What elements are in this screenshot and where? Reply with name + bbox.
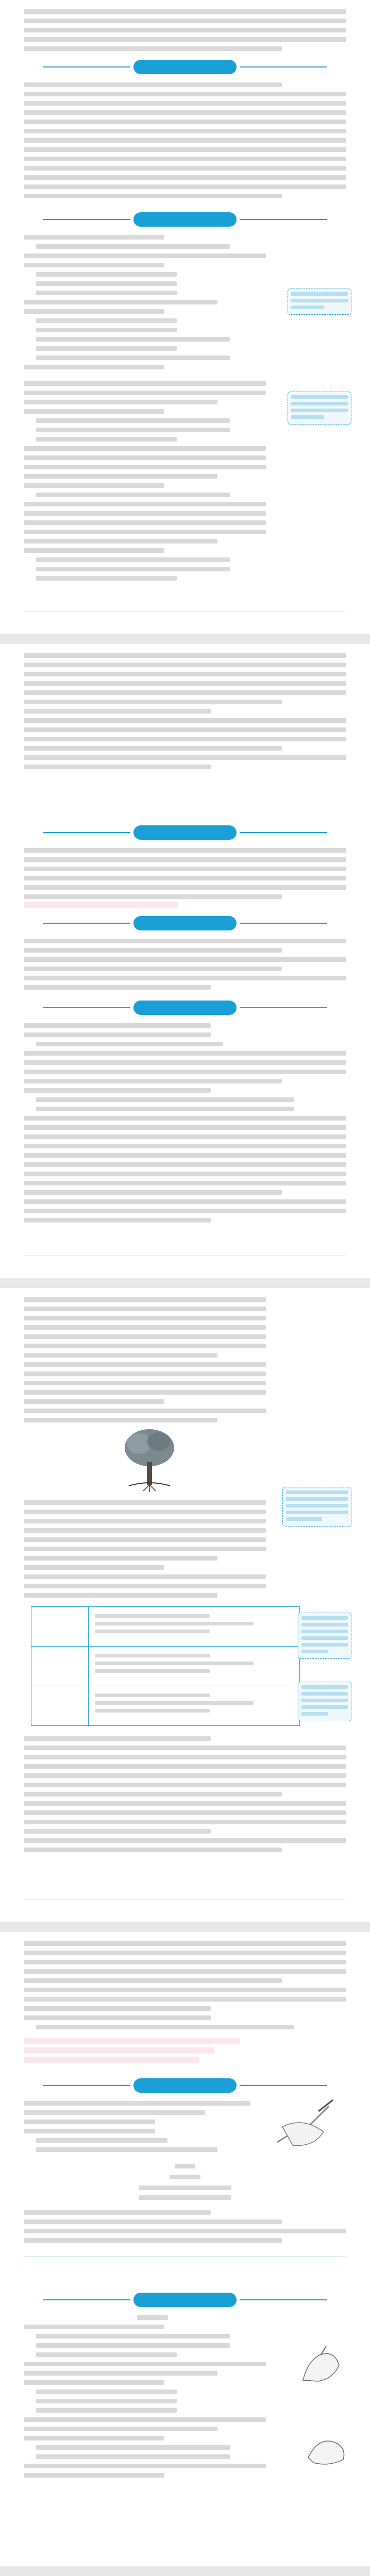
page-footer [24,1903,346,1910]
teaching-goals [24,939,346,994]
body-paragraph [24,1297,266,1427]
body-paragraph [24,2210,346,2247]
section-banner [133,2078,237,2093]
teaching-steps [24,381,266,585]
intro-paragraph [24,9,346,56]
hand-illustration [298,2344,344,2385]
exercise-list [24,2101,250,2157]
highlight-bar [24,2057,199,2063]
highlight-bar [24,2047,214,2054]
page-footer [24,2260,346,2267]
continued-paragraph [24,653,346,774]
body-paragraph [24,82,346,203]
hand-illustration [303,2427,349,2468]
table-row [31,1647,299,1686]
margin-note [288,392,351,425]
document-page-3 [0,1288,370,1922]
margin-note [282,1487,351,1527]
body-paragraph [24,1736,346,1857]
poem-block [108,2164,262,2205]
section-banner [133,2293,237,2307]
document-page-4 [0,1932,370,2566]
page-footer [24,1259,346,1266]
body-paragraph [24,1941,346,2034]
teaching-process [24,1023,346,1227]
table-row [31,1686,299,1725]
character-glyph [31,1686,89,1725]
text-analysis [24,848,346,904]
section-banner [133,916,237,930]
margin-note [298,1682,351,1721]
section-banner [133,60,237,74]
character-glyph [31,1607,89,1646]
highlight-bar [24,902,178,908]
teaching-steps [24,2315,266,2482]
margin-note [288,289,351,315]
margin-note [298,1613,351,1659]
section-banner [133,212,237,227]
body-paragraph [24,1500,266,1602]
hand-writing-illustration [272,2096,339,2153]
character-glyph [31,1647,89,1686]
teaching-steps [24,235,266,374]
section-banner [133,1001,237,1015]
character-table [31,1606,300,1726]
section-banner [133,825,237,840]
document-page-1 [0,0,370,634]
highlight-bar [24,2038,240,2044]
document-page-2 [0,644,370,1278]
page-footer [24,615,346,622]
tree-illustration [119,1426,180,1493]
table-row [31,1607,299,1647]
